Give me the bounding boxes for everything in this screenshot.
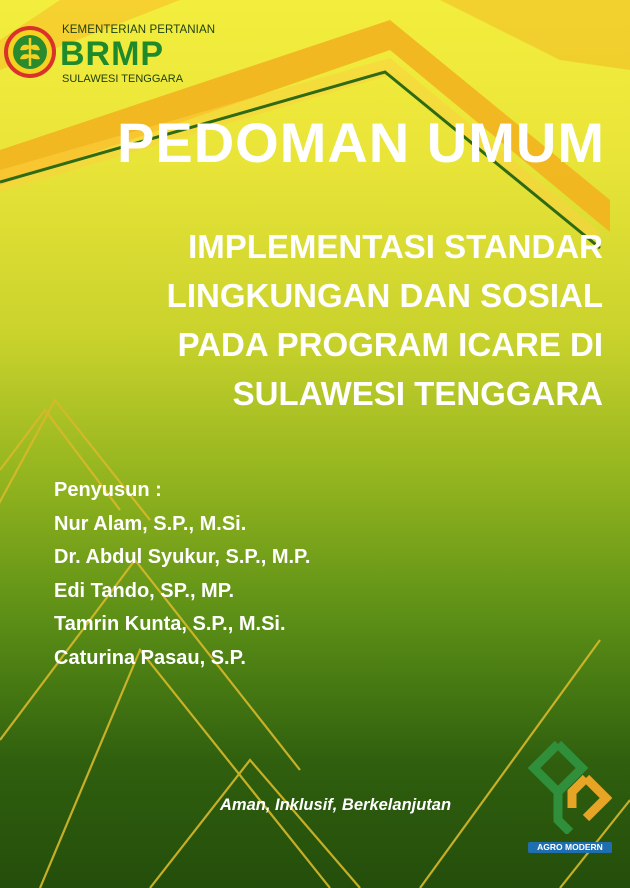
subtitle-line: SULAWESI TENGGARA bbox=[232, 375, 603, 412]
brmp-emblem-icon bbox=[2, 24, 58, 80]
author-name: Dr. Abdul Syukur, S.P., M.P. bbox=[54, 546, 311, 568]
subtitle-line: PADA PROGRAM ICARE DI bbox=[177, 326, 603, 363]
author-name: Caturina Pasau, S.P. bbox=[54, 646, 246, 669]
subtitle-line: LINGKUNGAN DAN SOSIAL bbox=[166, 277, 603, 314]
document-title: PEDOMAN UMUM bbox=[117, 111, 605, 174]
author-name: Edi Tando, SP., MP. bbox=[54, 579, 235, 602]
agro-modern-label: AGRO MODERN bbox=[528, 842, 612, 853]
org-region-label: SULAWESI TENGGARA bbox=[62, 73, 184, 85]
author-list bbox=[54, 474, 310, 675]
document-subtitle bbox=[40, 222, 603, 418]
author-heading: Penyusun : bbox=[54, 479, 162, 501]
author-name: Tamrin Kunta, S.P., M.Si. bbox=[54, 613, 286, 635]
agro-modern-logo-icon bbox=[528, 738, 612, 834]
author-name: Nur Alam, S.P., M.Si. bbox=[54, 512, 247, 535]
brmp-logo bbox=[2, 24, 216, 88]
org-ministry-label: KEMENTERIAN PERTANIAN bbox=[62, 24, 216, 36]
subtitle-line: IMPLEMENTASI STANDAR bbox=[188, 228, 603, 265]
org-name: BRMP bbox=[60, 35, 165, 73]
tagline: Aman, Inklusif, Berkelanjutan bbox=[220, 796, 452, 814]
